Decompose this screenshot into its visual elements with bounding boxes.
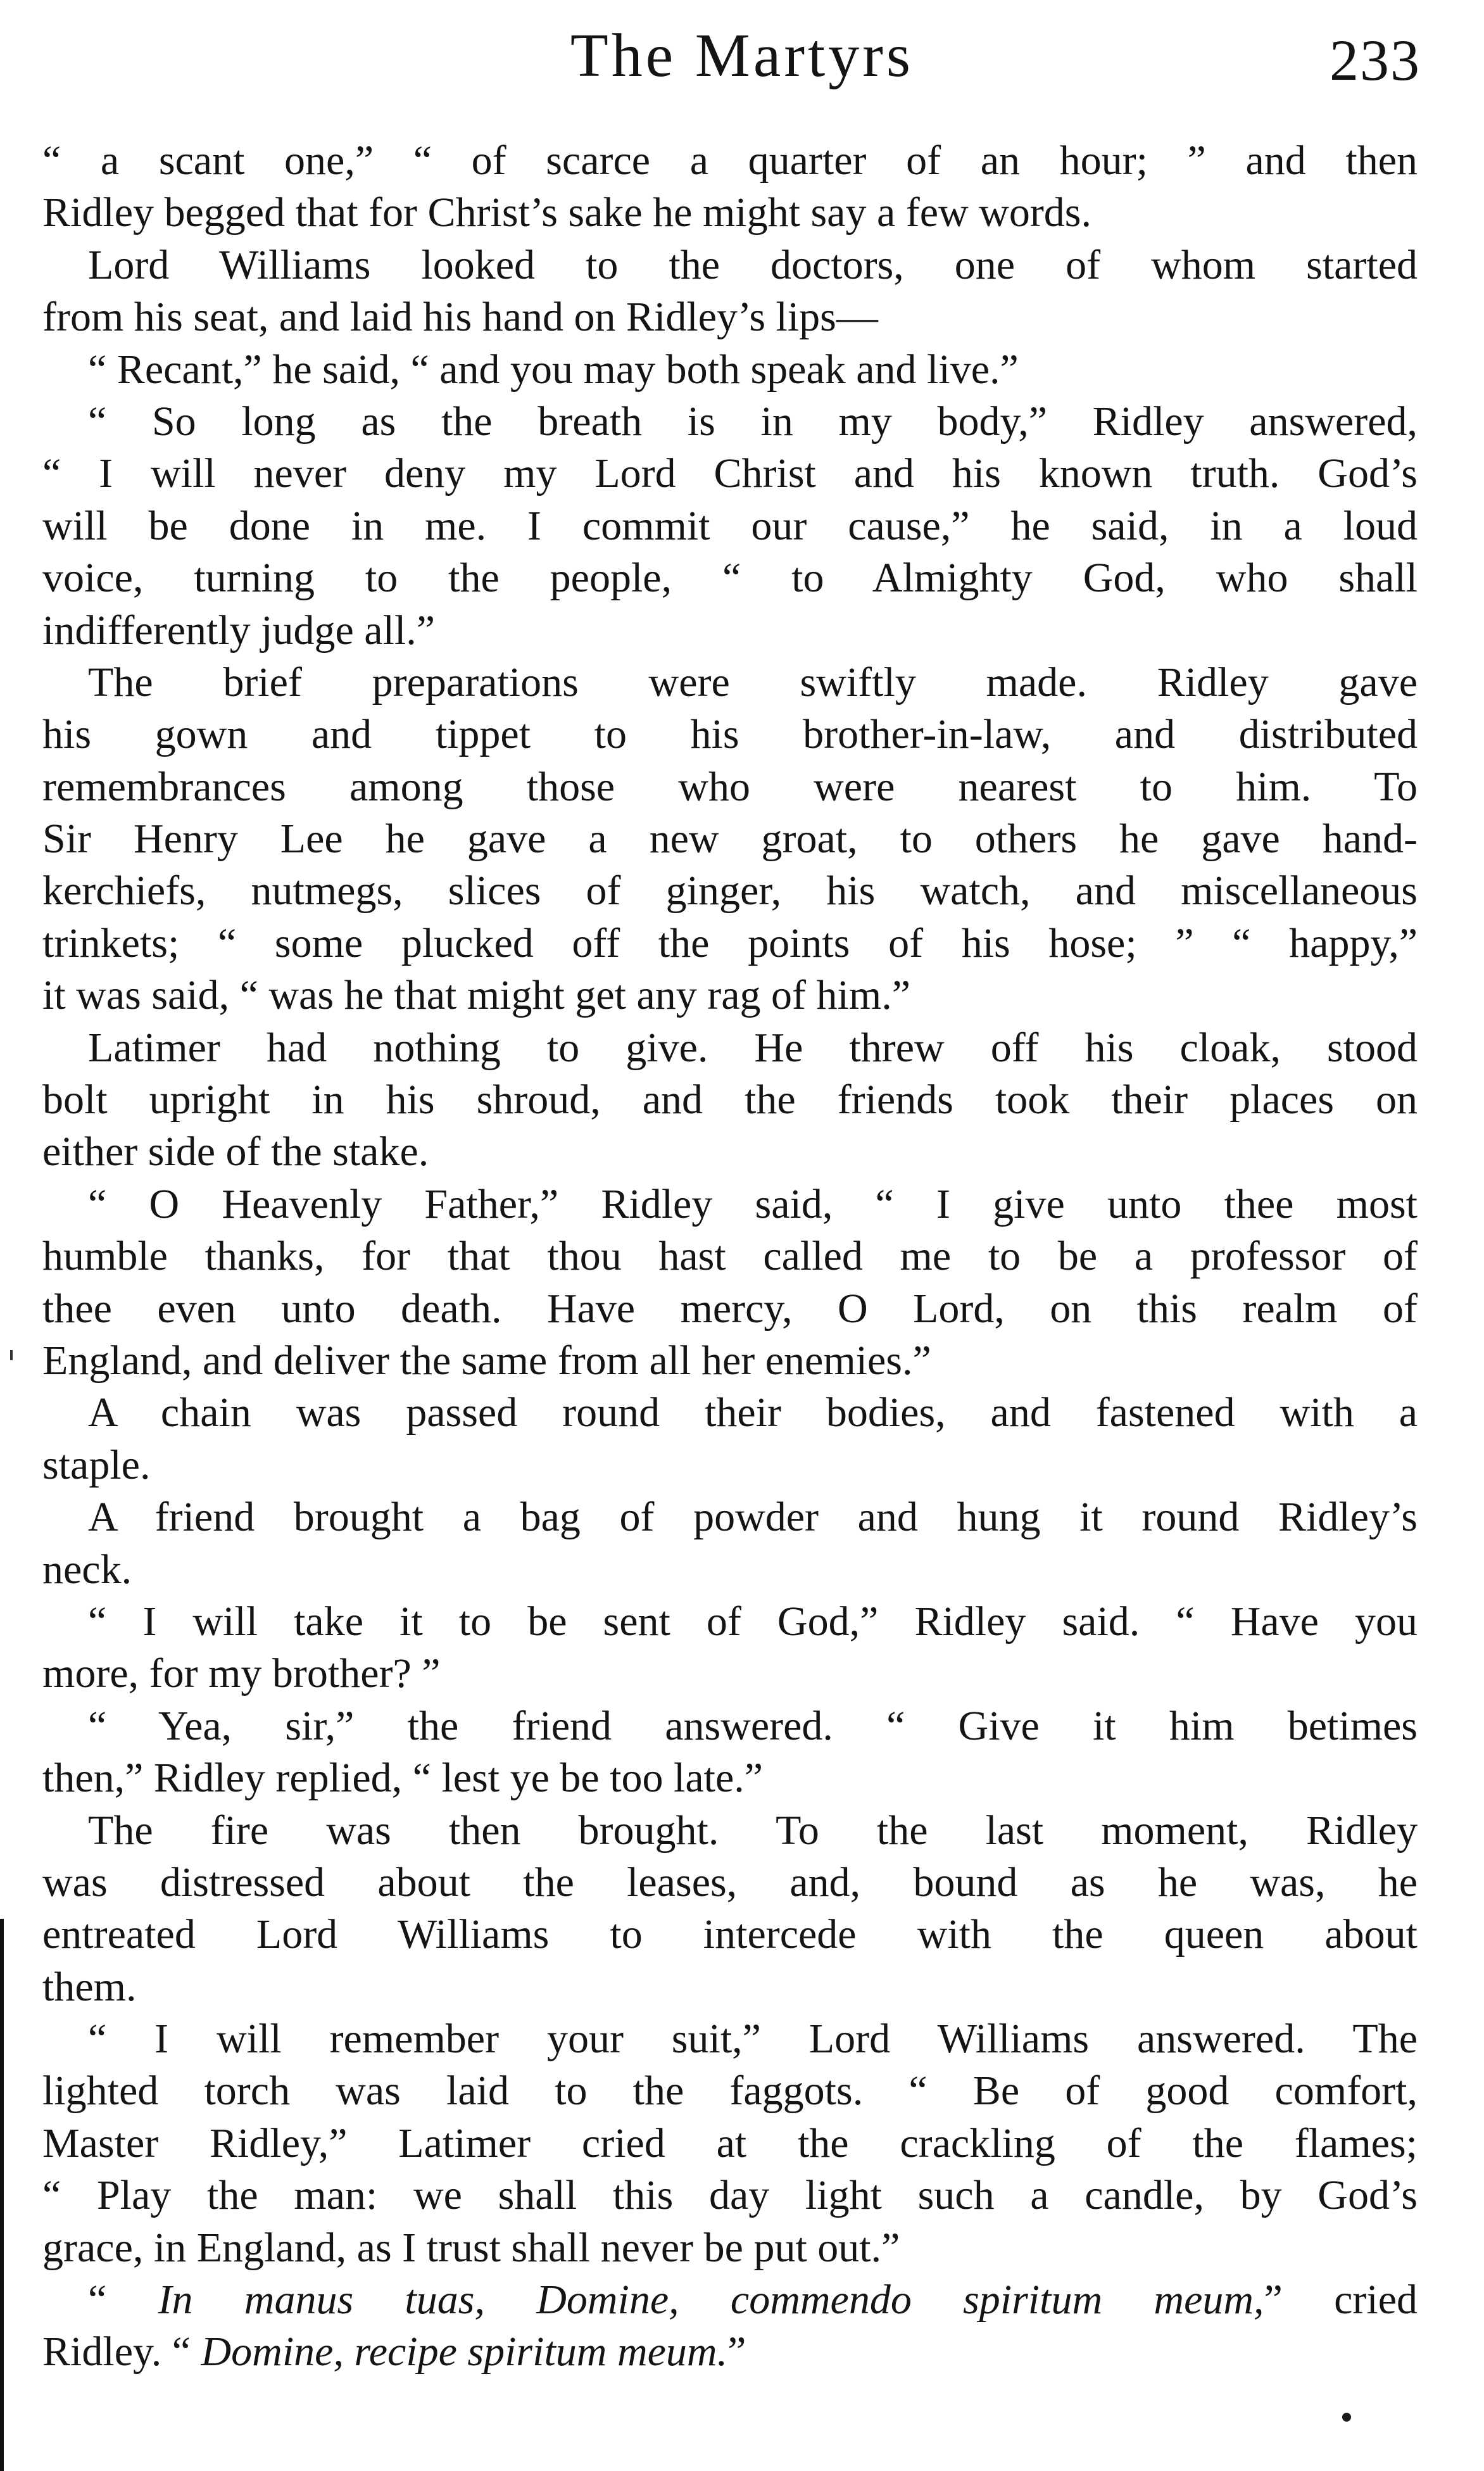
- latin-quote: Domine, recipe spiritum meum.: [201, 2329, 728, 2375]
- print-dot: [1342, 2413, 1351, 2422]
- text-line: was distressed about the leases, and, bound as he was, he: [42, 1859, 1418, 1905]
- text-line: Master Ridley,” Latimer cried at the crackling of the flames;: [42, 2120, 1418, 2166]
- text-line: “ I will take it to be sent of God,” Ridley said. “ Have you: [88, 1598, 1418, 1645]
- text-line: entreated Lord Williams to intercede with the queen about: [42, 1911, 1418, 1958]
- text-line: “ So long as the breath is in my body,” Ridley answered,: [88, 398, 1418, 445]
- text-line: Sir Henry Lee he gave a new groat, to others he gave hand-: [42, 816, 1418, 863]
- text-line: Lord Williams looked to the doctors, one of whom started: [88, 241, 1418, 288]
- text-line: grace, in England, as I trust shall never be put out.”: [42, 2224, 900, 2271]
- text-line: “ O Heavenly Father,” Ridley said, “ I give unto thee most: [88, 1180, 1418, 1227]
- text-line: his gown and tippet to his brother-in-law, and distributed: [42, 711, 1418, 758]
- text-line: The fire was then brought. To the last moment, Ridley: [88, 1807, 1418, 1854]
- text-line: it was said, “ was he that might get any rag of him.”: [42, 972, 910, 1019]
- latin-quote: In manus tuas, Domine, commendo spiritum meum,: [158, 2277, 1264, 2323]
- text-line: remembrances among those who were nearest to him. To: [42, 763, 1418, 810]
- text-line: neck.: [42, 1546, 132, 1593]
- text-line: indifferently judge all.”: [42, 607, 436, 654]
- running-title: The Martyrs: [570, 22, 914, 90]
- text-line: A friend brought a bag of powder and hung it round Ridley’s: [88, 1494, 1418, 1541]
- quote-open: “: [88, 2277, 158, 2323]
- quote-close: ”: [727, 2329, 746, 2375]
- text-line: “ I will remember your suit,” Lord Williams answered. The: [88, 2016, 1418, 2063]
- text-line: “ I will never deny my Lord Christ and his known truth. God’s: [42, 450, 1418, 497]
- text-line: humble thanks, for that thou hast called me to be a professor of: [42, 1233, 1418, 1280]
- text-line: either side of the stake.: [42, 1128, 429, 1175]
- text-line-latin-2: [42, 2326, 1418, 2378]
- text-line: England, and deliver the same from all her enemies.”: [42, 1337, 931, 1384]
- body-text: [42, 135, 1418, 2379]
- margin-mark: [10, 1350, 13, 1360]
- text-line: will be done in me. I commit our cause,” he said, in a loud: [42, 502, 1418, 549]
- text-line: “ Yea, sir,” the friend answered. “ Give it him betimes: [88, 1702, 1418, 1749]
- page-number: 233: [1330, 28, 1421, 92]
- text-line-latin-1: [42, 2274, 1418, 2326]
- text-line: thee even unto death. Have mercy, O Lord, on this realm of: [42, 1285, 1418, 1332]
- text-line: A chain was passed round their bodies, and fastened with a: [88, 1389, 1418, 1436]
- text-line: from his seat, and laid his hand on Ridley’s lips—: [42, 294, 878, 341]
- speaker-lead: Ridley. “: [42, 2329, 201, 2375]
- text-line: “ Play the man: we shall this day light such a candle, by God’s: [42, 2172, 1418, 2219]
- text-line: lighted torch was laid to the faggots. “ Be of good comfort,: [42, 2068, 1418, 2114]
- text-line: “ a scant one,” “ of scarce a quarter of an hour; ” and then: [42, 137, 1418, 184]
- text-line: Latimer had nothing to give. He threw off his cloak, stood: [88, 1024, 1418, 1071]
- text-line: then,” Ridley replied, “ lest ye be too late.”: [42, 1755, 764, 1802]
- text-line: kerchiefs, nutmegs, slices of ginger, his watch, and miscellaneous: [42, 868, 1418, 914]
- text-line: voice, turning to the people, “ to Almighty God, who shall: [42, 555, 1418, 602]
- binding-edge-line: [0, 1919, 4, 2471]
- quote-close: ” cried: [1264, 2277, 1418, 2323]
- text-line: bolt upright in his shroud, and the friends took their places on: [42, 1077, 1418, 1123]
- text-line: The brief preparations were swiftly made. Ridley gave: [88, 659, 1418, 705]
- text-line: “ Recant,” he said, “ and you may both speak and live.”: [88, 346, 1019, 393]
- text-line: more, for my brother? ”: [42, 1650, 441, 1697]
- text-line: Ridley begged that for Christ’s sake he might say a few words.: [42, 189, 1091, 236]
- text-line: them.: [42, 1963, 137, 2010]
- text-line: staple.: [42, 1441, 151, 1488]
- text-line: trinkets; “ some plucked off the points of his hose; ” “ happy,”: [42, 920, 1418, 966]
